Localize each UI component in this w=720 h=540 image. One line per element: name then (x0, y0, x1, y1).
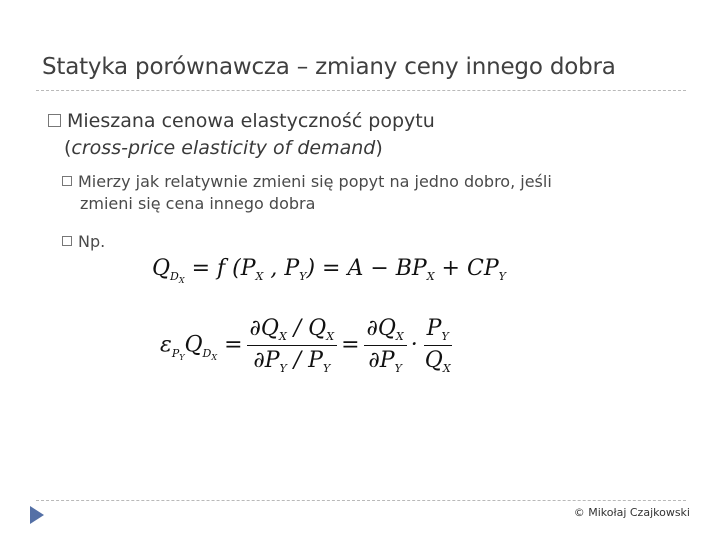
paren-close: ) (375, 137, 383, 159)
title-divider (36, 90, 686, 91)
example-label: Np. (78, 232, 106, 251)
footer-divider (36, 500, 686, 501)
square-bullet-icon (48, 114, 61, 127)
square-bullet-icon (62, 236, 72, 246)
definition-line1: Mierzy jak relatywnie zmieni się popyt na jedno dobro, jeśli (78, 172, 552, 191)
bullet-text: Mieszana cenowa elastyczność popytu (67, 110, 435, 132)
definition-line2: zmieni się cena innego dobra (80, 194, 316, 213)
elasticity-equation: $\varepsilon_{P_Y}Q_{D_X}$ = $\frac{\partial Q_X / Q_X}{\partial P_Y / P_Y}$ = $\frac{\partial Q_X}{\partial P_Y}$ · $\frac{P_Y}{Q_X}$ (160, 316, 451, 375)
triangle-arrow-icon[interactable] (30, 506, 44, 524)
slide-title: Statyka porównawcza – zmiany ceny innego dobra (42, 54, 616, 80)
square-bullet-icon (62, 176, 72, 186)
sub-bullet-definition (62, 171, 682, 215)
bullet-cross-price-elasticity (48, 108, 678, 162)
paren-open: ( (64, 137, 72, 159)
english-term: cross-price elasticity of demand (71, 137, 376, 159)
sub-bullet-example (62, 231, 682, 253)
demand-function-equation: $Q_{D_X} = f$ ($P_X$ , $P_Y) = A - BP_X + CP_Y$ (152, 256, 506, 285)
author-credit: © Mikołaj Czajkowski (573, 506, 690, 519)
